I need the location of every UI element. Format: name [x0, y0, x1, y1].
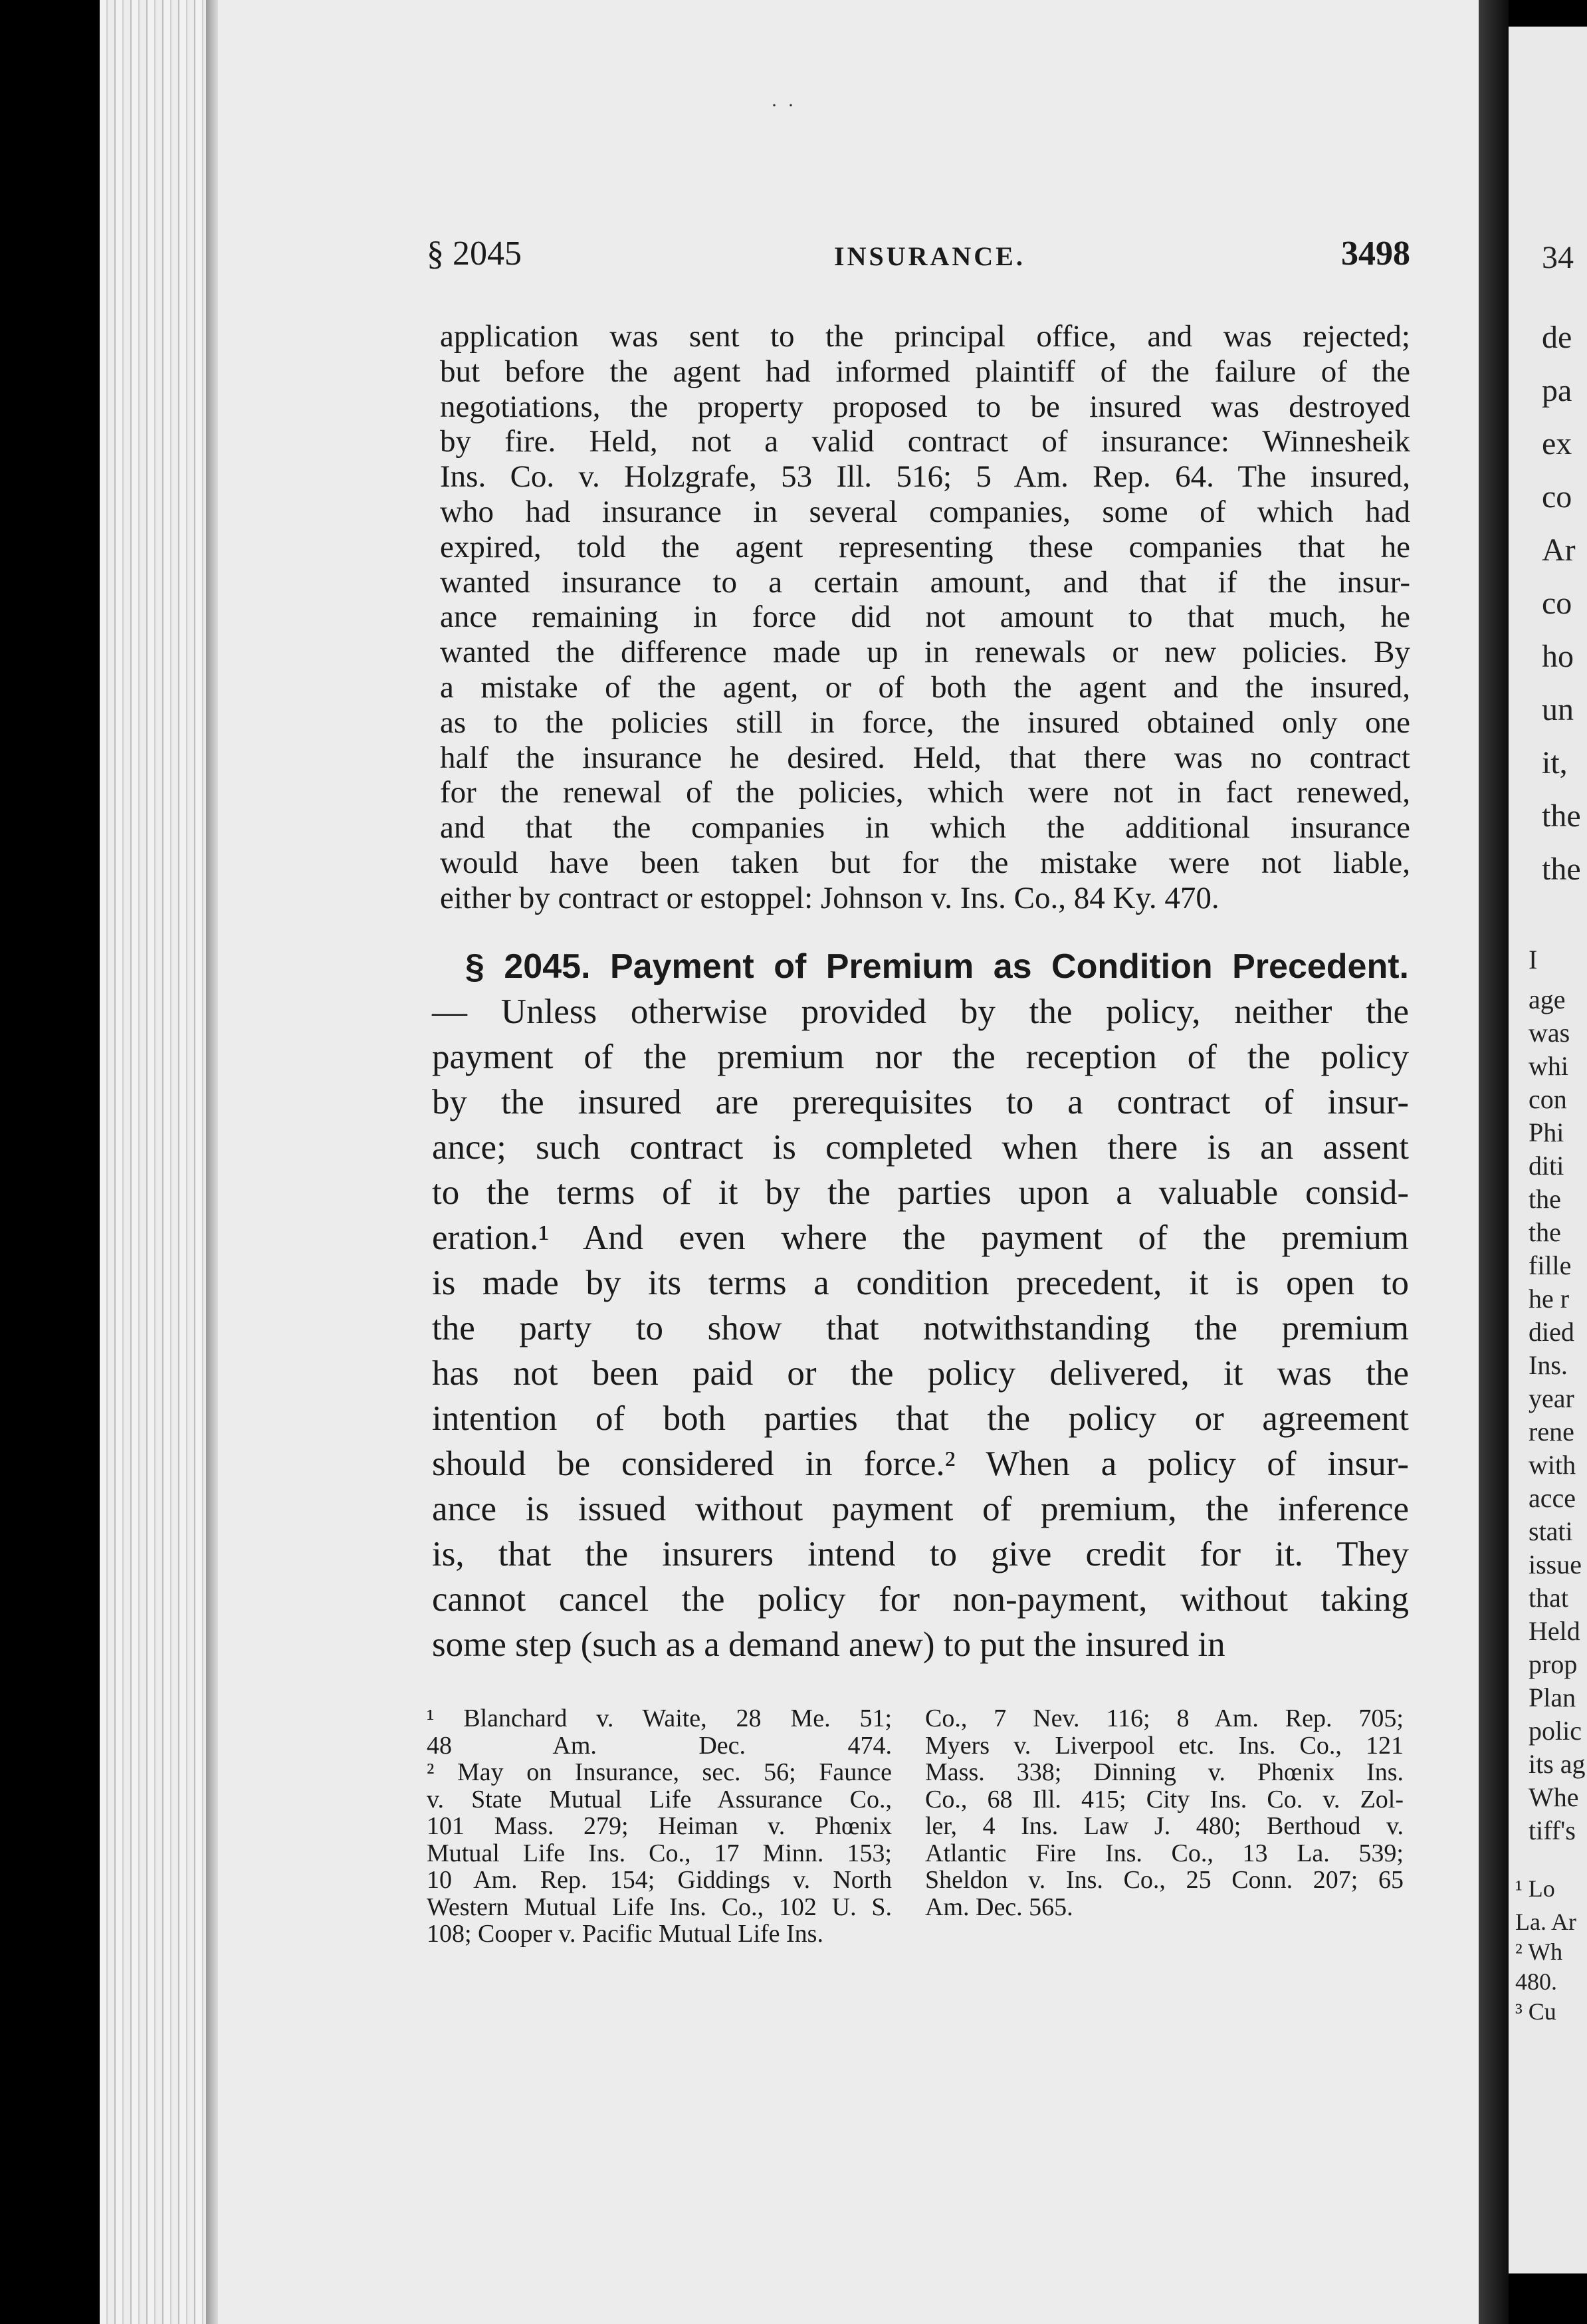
next-page-fragment: its ag	[1529, 1749, 1586, 1779]
next-page-fragment: Phi	[1529, 1117, 1564, 1147]
next-page-fragment: 480.	[1515, 1968, 1557, 1995]
text-line: who had insurance in several companies, some of which had	[440, 494, 1410, 529]
text-line: some step (such as a demand anew) to put the insured in	[432, 1625, 1225, 1664]
binding-gutter	[1479, 0, 1509, 2324]
text-line: Ins. Co. v. Holzgrafe, 53 Ill. 516; 5 Am. Rep. 64. The insured,	[440, 459, 1410, 495]
next-page-fragment: died	[1529, 1317, 1574, 1347]
text-line: by the insured are prerequisites to a contract of insur-	[432, 1083, 1409, 1121]
running-head-section: § 2045	[427, 235, 522, 273]
next-page-fragment: ¹ Lo	[1515, 1875, 1555, 1902]
footnote-line: ² May on Insurance, sec. 56; Faunce	[427, 1758, 892, 1786]
next-page-fragment: de	[1542, 320, 1572, 355]
next-page-fragment: the	[1542, 852, 1581, 887]
text-line: ance; such contract is completed when there is an assent	[432, 1128, 1409, 1167]
next-page-fragment: polic	[1529, 1716, 1582, 1746]
text-line: for the renewal of the policies, which were not in fact renewed,	[440, 775, 1410, 810]
next-page-fragment: co	[1542, 479, 1572, 515]
text-line: by fire. Held, not a valid contract of insurance: Winnesheik	[440, 424, 1410, 459]
next-page-fragment: that	[1529, 1583, 1568, 1613]
next-page-fragment: tiff's	[1529, 1815, 1576, 1845]
next-page-fragment: co	[1542, 586, 1572, 621]
continued-paragraph	[440, 319, 1410, 916]
text-line: ance remaining in force did not amount to that much, he	[440, 600, 1410, 635]
next-page-fragment: fille	[1529, 1250, 1572, 1280]
footnote-line: Atlantic Fire Ins. Co., 13 La. 539;	[925, 1839, 1404, 1867]
footnote-line: Mutual Life Ins. Co., 17 Minn. 153;	[427, 1839, 892, 1867]
next-page-fragment: Ins.	[1529, 1350, 1568, 1380]
text-line: is, that the insurers intend to give credit for it. They	[432, 1535, 1409, 1573]
text-line: wanted the difference made up in renewals or new policies. By	[440, 635, 1410, 670]
text-line: and that the companies in which the additional insurance	[440, 810, 1410, 846]
next-page-fragment: 34	[1542, 240, 1574, 275]
footnote-line: 101 Mass. 279; Heiman v. Phœnix	[427, 1812, 892, 1840]
page-speck: · ·	[771, 94, 794, 116]
text-line: is made by its terms a condition precedent, it is open to	[432, 1264, 1409, 1302]
next-page-fragment: stati	[1529, 1516, 1573, 1546]
next-page-fragment: he r	[1529, 1284, 1570, 1314]
next-page-fragment: ex	[1542, 426, 1572, 461]
next-page-fragment: con	[1529, 1084, 1567, 1114]
next-page-fragment: the	[1529, 1217, 1561, 1247]
text-line: cannot cancel the policy for non-payment, without taking	[432, 1580, 1409, 1619]
next-page-fragment: pa	[1542, 373, 1572, 408]
text-line: half the insurance he desired. Held, that there was no contract	[440, 740, 1410, 775]
footnote-line: 48 Am. Dec. 474.	[427, 1731, 892, 1760]
footnote-line: 108; Cooper v. Pacific Mutual Life Ins.	[427, 1920, 823, 1948]
footnote-line: v. State Mutual Life Assurance Co.,	[427, 1785, 892, 1813]
next-page-fragment: ² Wh	[1515, 1938, 1563, 1965]
next-page-fragment: diti	[1529, 1151, 1564, 1181]
next-page-fragment: ho	[1542, 639, 1574, 674]
text-line: eration.¹ And even where the payment of the premium	[432, 1219, 1409, 1257]
section-body	[432, 989, 1409, 1667]
text-line: — Unless otherwise provided by the policy, neither the	[432, 992, 1409, 1031]
footnote-line: Mass. 338; Dinning v. Phœnix Ins.	[925, 1758, 1404, 1786]
running-head-title: INSURANCE.	[834, 241, 1025, 271]
next-page-fragment: whi	[1529, 1051, 1568, 1081]
next-page-fragment: with	[1529, 1450, 1576, 1480]
footnote-line: ler, 4 Ins. Law J. 480; Berthoud v.	[925, 1812, 1404, 1840]
next-page-fragment: acce	[1529, 1483, 1576, 1513]
text-line: wanted insurance to a certain amount, and that if the insur-	[440, 564, 1410, 600]
footnote-line: Co., 7 Nev. 116; 8 Am. Rep. 705;	[925, 1704, 1404, 1732]
next-page-fragment: La. Ar	[1515, 1909, 1576, 1935]
next-page-edge	[1509, 27, 1587, 2273]
page-edge-shadow	[206, 0, 218, 2324]
text-line: application was sent to the principal office, and was rejected;	[440, 319, 1410, 354]
text-line: either by contract or estoppel: Johnson v. Ins. Co., 84 Ky. 470.	[440, 880, 1219, 915]
page-number: 3498	[1341, 235, 1410, 273]
next-page-fragment: year	[1529, 1383, 1574, 1413]
footnote-line: ¹ Blanchard v. Waite, 28 Me. 51;	[427, 1704, 892, 1732]
next-page-fragment: issue	[1529, 1550, 1582, 1579]
text-line: negotiations, the property proposed to be insured was destroyed	[440, 389, 1410, 424]
text-line: ance is issued without payment of premium, the inference	[432, 1490, 1409, 1528]
next-page-fragment: ³ Cu	[1515, 1998, 1556, 2025]
text-line: the party to show that notwithstanding the premium	[432, 1309, 1409, 1347]
text-line: to the terms of it by the parties upon a valuable consid-	[432, 1173, 1409, 1212]
footnote-line: Myers v. Liverpool etc. Ins. Co., 121	[925, 1731, 1404, 1760]
next-page-fragment: Whe	[1529, 1782, 1579, 1812]
text-line: payment of the premium nor the reception of the policy	[432, 1038, 1409, 1076]
footnotes-right-column	[925, 1705, 1404, 1920]
text-line: has not been paid or the policy delivered, it was the	[432, 1354, 1409, 1393]
next-page-fragment: prop	[1529, 1649, 1578, 1679]
footnote-line: Am. Dec. 565.	[925, 1893, 1073, 1921]
next-page-fragment: rene	[1529, 1417, 1574, 1447]
footnote-line: Western Mutual Life Ins. Co., 102 U. S.	[427, 1893, 892, 1921]
next-page-fragment: was	[1529, 1018, 1570, 1048]
next-page-fragment: Plan	[1529, 1683, 1576, 1712]
next-page-fragment: age	[1529, 985, 1566, 1014]
footnote-line: Co., 68 Ill. 415; City Ins. Co. v. Zol-	[925, 1785, 1404, 1813]
section-heading: § 2045. Payment of Premium as Condition Precedent.	[465, 947, 1409, 986]
text-line: but before the agent had informed plaintiff of the failure of the	[440, 354, 1410, 389]
next-page-fragment: Ar	[1542, 532, 1576, 568]
text-line: should be considered in force.² When a policy of insur-	[432, 1445, 1409, 1483]
section-2045	[432, 944, 1409, 1667]
next-page-fragment: the	[1542, 798, 1581, 834]
footnote-line: 10 Am. Rep. 154; Giddings v. North	[427, 1866, 892, 1894]
text-line: would have been taken but for the mistake were not liable,	[440, 845, 1410, 880]
text-line: a mistake of the agent, or of both the agent and the insured,	[440, 669, 1410, 705]
next-page-fragment: I	[1529, 945, 1538, 975]
footnotes-left-column	[427, 1705, 892, 1948]
page-stack-edges	[100, 0, 206, 2324]
next-page-fragment: Held	[1529, 1616, 1580, 1646]
footnote-line: Sheldon v. Ins. Co., 25 Conn. 207; 65	[925, 1866, 1404, 1894]
text-line: expired, told the agent representing these companies that he	[440, 529, 1410, 564]
next-page-fragment: the	[1529, 1184, 1561, 1214]
text-line: intention of both parties that the policy or agreement	[432, 1399, 1409, 1438]
text-line: as to the policies still in force, the insured obtained only one	[440, 705, 1410, 740]
next-page-fragment: un	[1542, 692, 1574, 727]
next-page-fragment: it,	[1542, 745, 1568, 780]
